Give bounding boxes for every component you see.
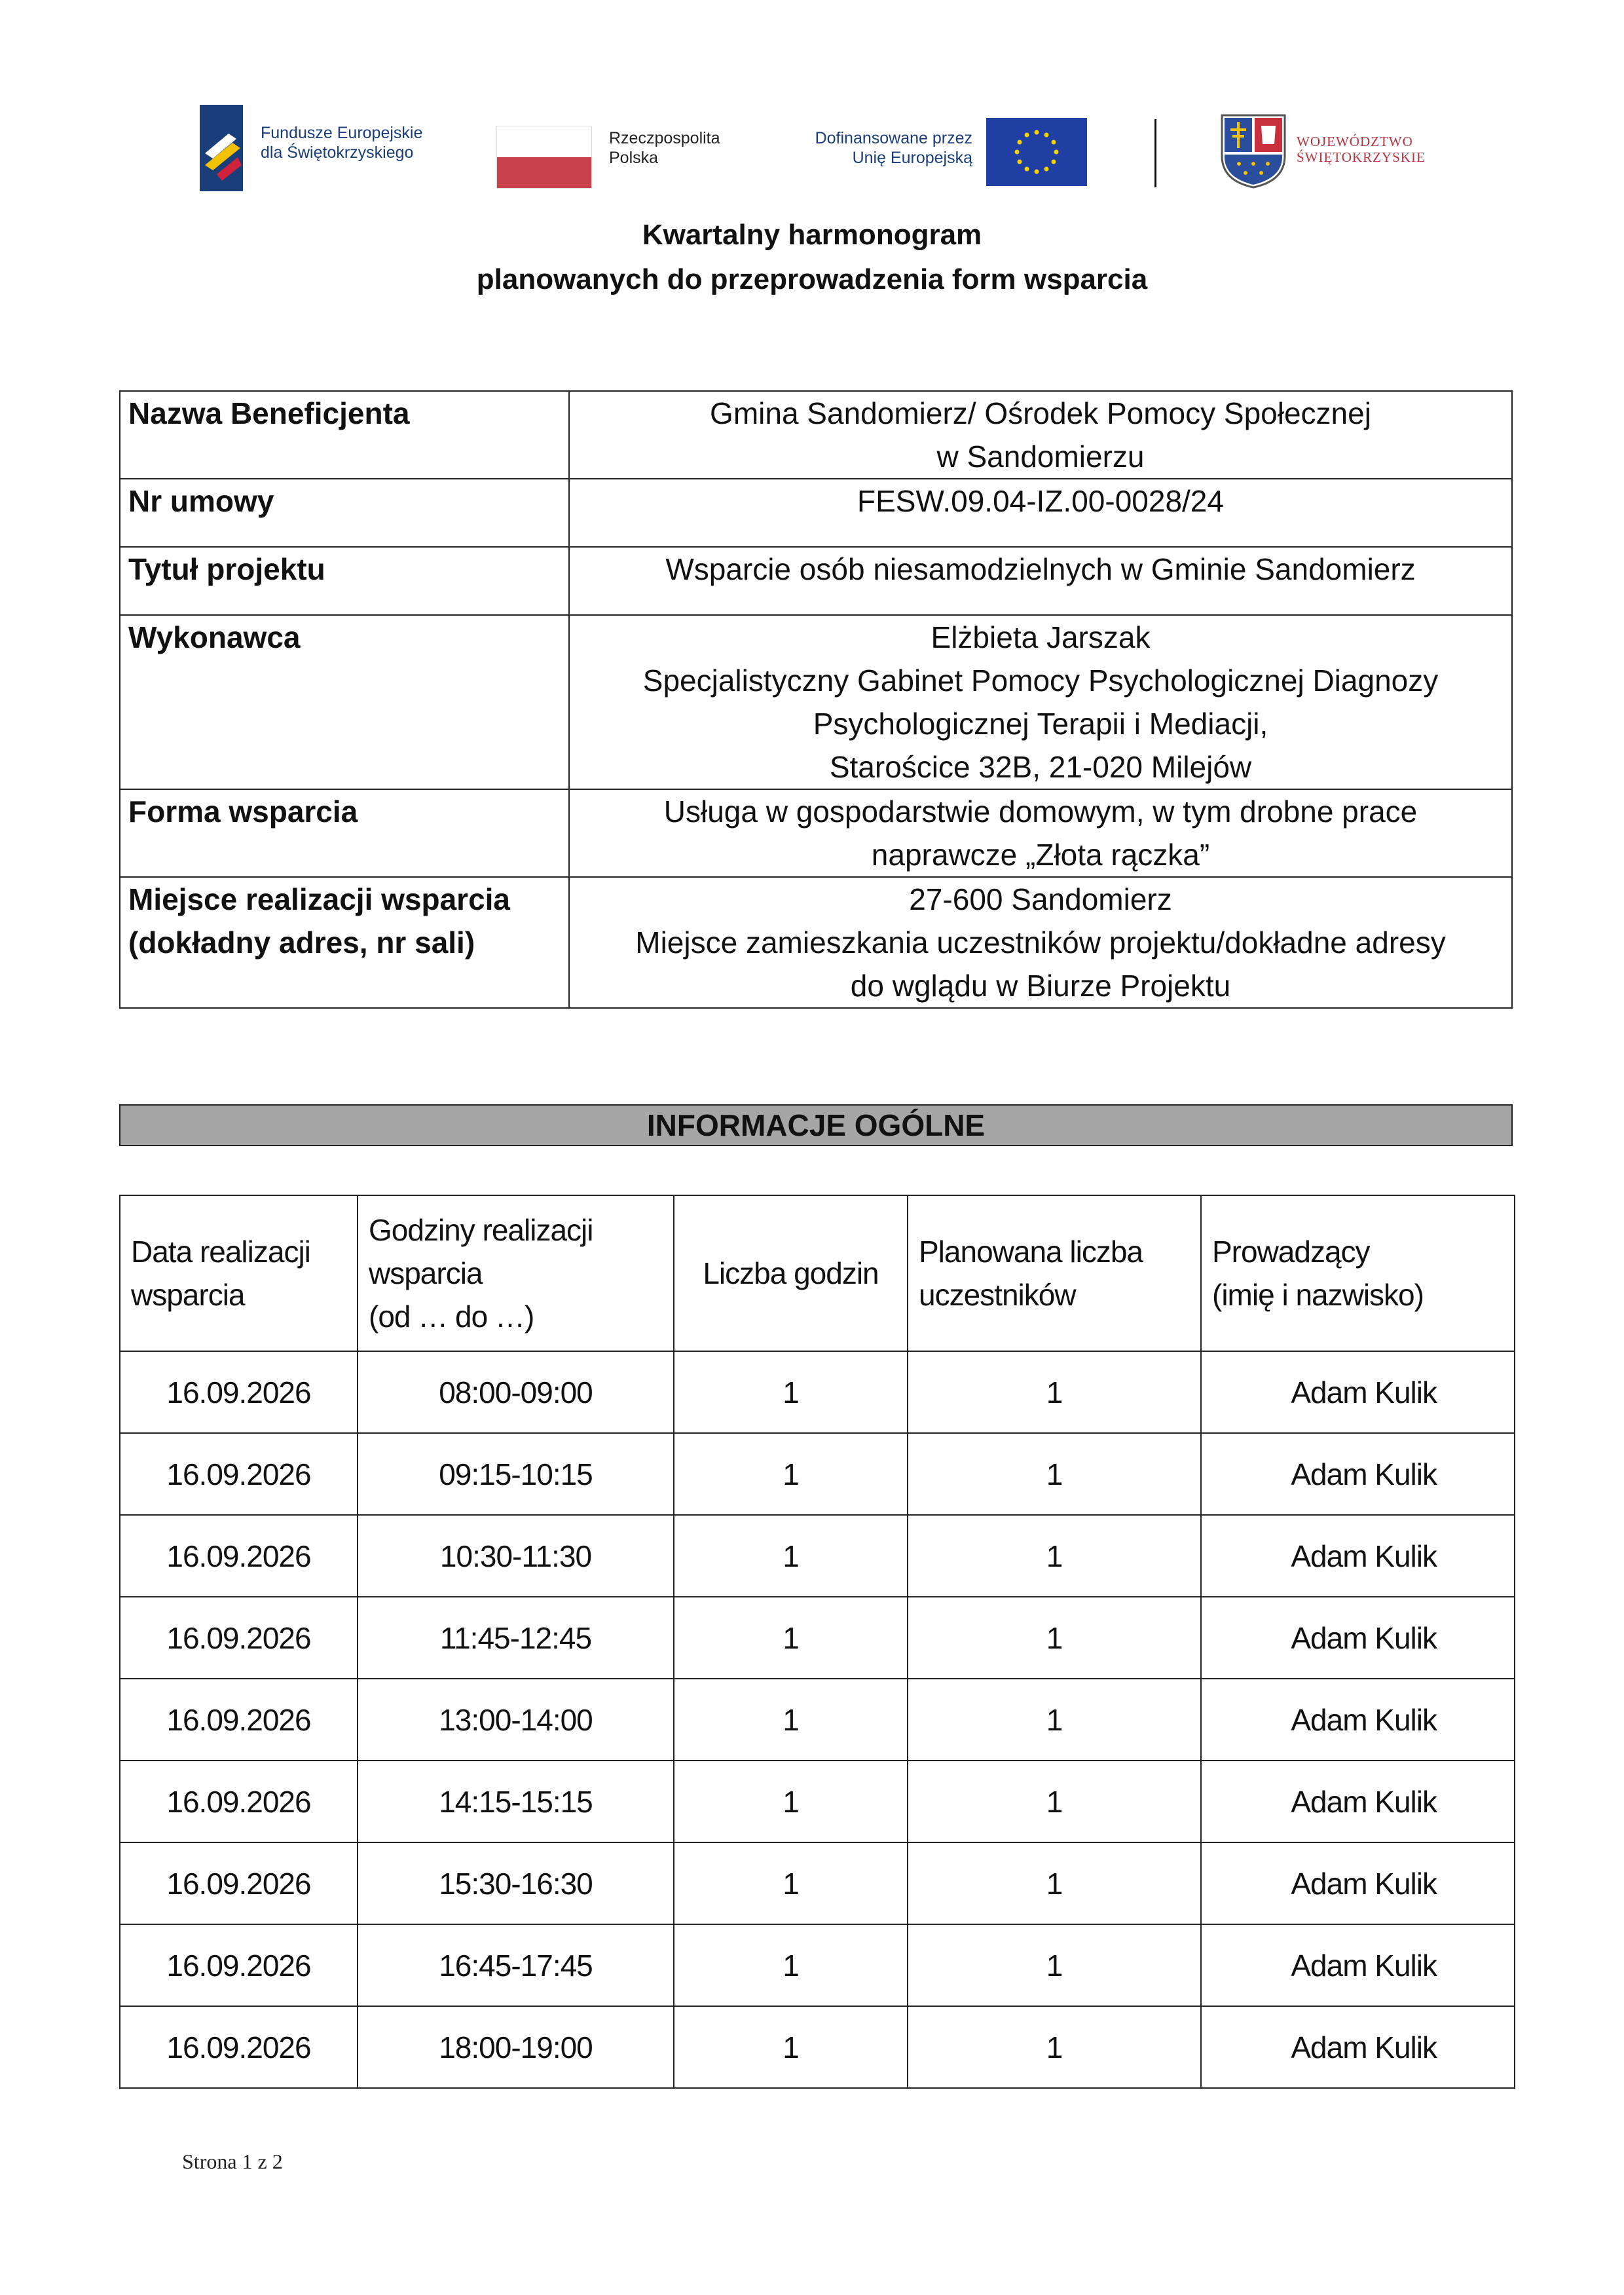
- cell-date: 16.09.2026: [120, 1597, 358, 1679]
- cell-time: 11:45-12:45: [358, 1597, 674, 1679]
- cell-leader: Adam Kulik: [1201, 1433, 1515, 1515]
- eu-logo-line1: Dofinansowane przez: [815, 129, 972, 147]
- contractor-value-line2: Specjalistyczny Gabinet Pomocy Psychologicznej Diagnozy: [642, 663, 1439, 698]
- support-place-label: [120, 877, 569, 1008]
- cell-participants: 1: [908, 1761, 1201, 1842]
- support-form-value: [569, 789, 1512, 877]
- support-place-value-line3: do wglądu w Biurze Projektu: [850, 969, 1231, 1003]
- cell-date: 16.09.2026: [120, 2006, 358, 2088]
- cell-participants: 1: [908, 1351, 1201, 1433]
- col-header-participants-line1: Planowana liczba: [919, 1235, 1143, 1269]
- cell-date: 16.09.2026: [120, 1433, 358, 1515]
- cell-hours: 1: [674, 2006, 908, 2088]
- beneficiary-label: Nazwa Beneficjenta: [120, 391, 569, 479]
- info-row-project: [120, 547, 1512, 615]
- cell-hours: 1: [674, 1679, 908, 1761]
- cell-time: 09:15-10:15: [358, 1433, 674, 1515]
- cell-hours: 1: [674, 1924, 908, 2006]
- cell-time: 15:30-16:30: [358, 1842, 674, 1924]
- cell-leader: Adam Kulik: [1201, 1351, 1515, 1433]
- col-header-participants-line2: uczestników: [919, 1278, 1076, 1312]
- col-header-date-line1: Data realizacji: [131, 1235, 310, 1269]
- table-row: [120, 1597, 1515, 1679]
- eu-flag: [986, 118, 1087, 186]
- info-row-place: [120, 877, 1512, 1008]
- col-header-leader: [1201, 1195, 1515, 1351]
- contractor-label: Wykonawca: [120, 615, 569, 789]
- cell-participants: 1: [908, 1924, 1201, 2006]
- title-line1: Kwartalny harmonogram: [642, 219, 982, 251]
- pl-logo-line1: Rzeczpospolita: [609, 129, 720, 147]
- wojewodztwo-crest: [1219, 113, 1287, 189]
- document-title: [0, 213, 1624, 302]
- page-number: Strona 1 z 2: [182, 2150, 283, 2173]
- col-header-leader-line2: (imię i nazwisko): [1212, 1278, 1424, 1312]
- support-form-label: Forma wsparcia: [120, 789, 569, 877]
- contractor-value-line3: Psychologicznej Terapii i Mediacji,: [813, 707, 1268, 741]
- col-header-hours-line3: (od … do …): [369, 1299, 534, 1334]
- cell-date: 16.09.2026: [120, 1515, 358, 1597]
- table-row: [120, 1761, 1515, 1842]
- support-form-value-line1: Usługa w gospodarstwie domowym, w tym drobne prace: [663, 794, 1418, 829]
- cell-leader: Adam Kulik: [1201, 1597, 1515, 1679]
- pl-logo-text: [609, 128, 720, 168]
- woj-logo-text: [1297, 134, 1426, 165]
- support-place-label-line1: Miejsce realizacji wsparcia: [128, 882, 511, 916]
- table-row: [120, 1515, 1515, 1597]
- schedule-table: [119, 1195, 1515, 2089]
- cell-time: 16:45-17:45: [358, 1924, 674, 2006]
- cell-hours: 1: [674, 1597, 908, 1679]
- cell-time: 13:00-14:00: [358, 1679, 674, 1761]
- col-header-hours-line1: Godziny realizacji: [369, 1213, 593, 1247]
- cell-participants: 1: [908, 1679, 1201, 1761]
- contractor-value: [569, 615, 1512, 789]
- project-title-value: Wsparcie osób niesamodzielnych w Gminie Sandomierz: [569, 547, 1512, 615]
- contractor-value-line1: Elżbieta Jarszak: [931, 620, 1151, 654]
- cell-participants: 1: [908, 1515, 1201, 1597]
- project-title-label: Tytuł projektu: [120, 547, 569, 615]
- cell-leader: Adam Kulik: [1201, 2006, 1515, 2088]
- cell-date: 16.09.2026: [120, 1351, 358, 1433]
- cell-date: 16.09.2026: [120, 1924, 358, 2006]
- info-row-contractor: [120, 615, 1512, 789]
- woj-logo-line2: ŚWIĘTOKRZYSKIE: [1297, 149, 1426, 165]
- fe-logo-line2: dla Świętokrzyskiego: [261, 143, 414, 162]
- cell-participants: 1: [908, 1597, 1201, 1679]
- cell-date: 16.09.2026: [120, 1842, 358, 1924]
- cell-hours: 1: [674, 1433, 908, 1515]
- schedule-header-row: [120, 1195, 1515, 1351]
- pl-logo-line2: Polska: [609, 149, 659, 167]
- col-header-date-line2: wsparcia: [131, 1278, 245, 1312]
- cell-hours: 1: [674, 1842, 908, 1924]
- info-row-contract: [120, 479, 1512, 547]
- table-row: [120, 2006, 1515, 2088]
- cell-participants: 1: [908, 2006, 1201, 2088]
- cell-hours: 1: [674, 1351, 908, 1433]
- poland-flag: [496, 126, 592, 189]
- info-row-form: [120, 789, 1512, 877]
- cell-participants: 1: [908, 1842, 1201, 1924]
- col-header-hours: [358, 1195, 674, 1351]
- cell-date: 16.09.2026: [120, 1761, 358, 1842]
- col-header-hours-line2: wsparcia: [369, 1256, 483, 1290]
- support-place-value-line2: Miejsce zamieszkania uczestników projektu/dokładne adresy: [635, 925, 1446, 960]
- beneficiary-value-line2: w Sandomierzu: [936, 439, 1145, 474]
- support-place-value-line1: 27-600 Sandomierz: [909, 882, 1172, 916]
- woj-logo-line1: WOJEWÓDZTWO: [1297, 134, 1413, 149]
- section-header: INFORMACJE OGÓLNE: [119, 1104, 1513, 1146]
- table-row: [120, 1679, 1515, 1761]
- beneficiary-value: [569, 391, 1512, 479]
- cell-leader: Adam Kulik: [1201, 1679, 1515, 1761]
- table-row: [120, 1351, 1515, 1433]
- fundusze-europejskie-logo: [200, 105, 246, 191]
- col-header-leader-line1: Prowadzący: [1212, 1235, 1370, 1269]
- logo-strip: [0, 105, 1624, 196]
- cell-hours: 1: [674, 1761, 908, 1842]
- cell-leader: Adam Kulik: [1201, 1842, 1515, 1924]
- cell-leader: Adam Kulik: [1201, 1924, 1515, 2006]
- table-row: [120, 1842, 1515, 1924]
- beneficiary-value-line1: Gmina Sandomierz/ Ośrodek Pomocy Społecznej: [710, 396, 1371, 430]
- support-place-value: [569, 877, 1512, 1008]
- table-row: [120, 1924, 1515, 2006]
- cell-time: 14:15-15:15: [358, 1761, 674, 1842]
- cell-leader: Adam Kulik: [1201, 1515, 1515, 1597]
- cell-participants: 1: [908, 1433, 1201, 1515]
- logo-divider: [1154, 119, 1156, 187]
- support-place-label-line2: (dokładny adres, nr sali): [128, 925, 475, 960]
- cell-hours: 1: [674, 1515, 908, 1597]
- eu-logo-text: [763, 128, 972, 168]
- info-row-beneficiary: [120, 391, 1512, 479]
- fe-logo-line1: Fundusze Europejskie: [261, 124, 423, 142]
- table-row: [120, 1433, 1515, 1515]
- cell-leader: Adam Kulik: [1201, 1761, 1515, 1842]
- project-info-table: [119, 390, 1513, 1009]
- cell-time: 10:30-11:30: [358, 1515, 674, 1597]
- fe-logo-text: [261, 123, 422, 162]
- contractor-value-line4: Starościce 32B, 21-020 Milejów: [829, 750, 1252, 784]
- col-header-count: Liczba godzin: [674, 1195, 908, 1351]
- cell-time: 08:00-09:00: [358, 1351, 674, 1433]
- col-header-participants: [908, 1195, 1201, 1351]
- cell-date: 16.09.2026: [120, 1679, 358, 1761]
- contract-label: Nr umowy: [120, 479, 569, 547]
- title-line2: planowanych do przeprowadzenia form wsparcia: [476, 263, 1148, 295]
- col-header-date: [120, 1195, 358, 1351]
- cell-time: 18:00-19:00: [358, 2006, 674, 2088]
- contract-value: FESW.09.04-IZ.00-0028/24: [569, 479, 1512, 547]
- support-form-value-line2: naprawcze „Złota rączka”: [871, 838, 1210, 872]
- eu-logo-line2: Unię Europejską: [852, 149, 972, 167]
